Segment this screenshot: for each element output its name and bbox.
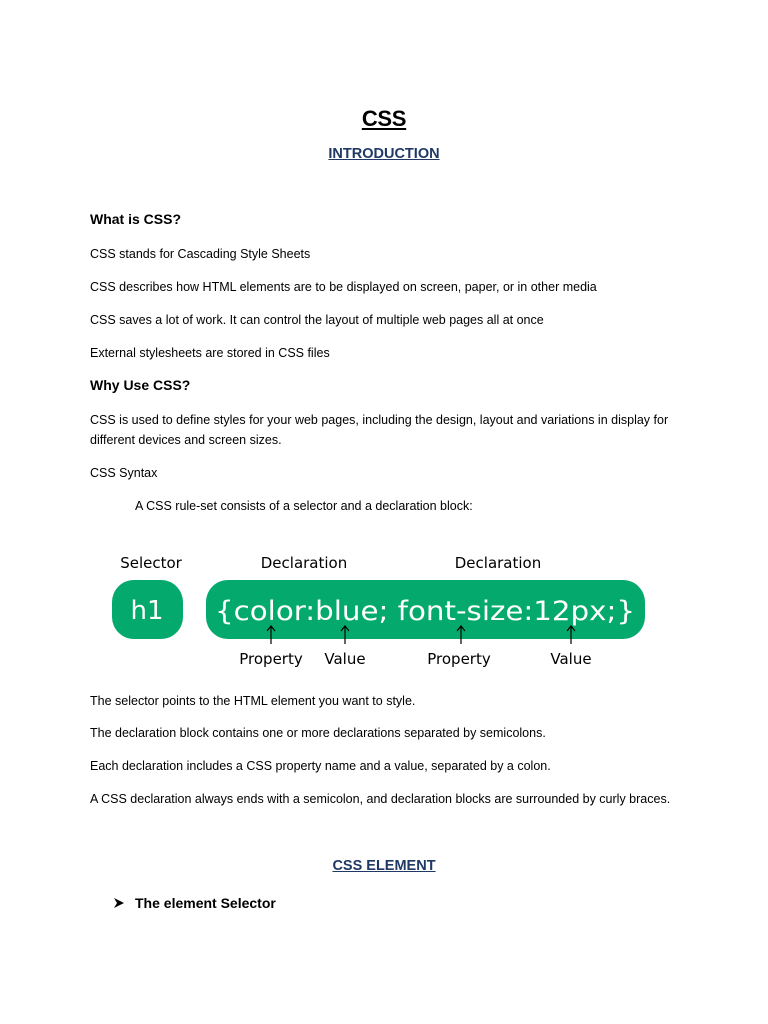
section-title: CSS ELEMENT <box>332 858 436 874</box>
what-paragraph: CSS stands for Cascading Style Sheets <box>90 247 311 261</box>
bullet-text: The element Selector <box>135 895 276 911</box>
what-paragraph: CSS saves a lot of work. It can control the layout of multiple web pages all at once <box>90 313 544 327</box>
declaration-label: Declaration <box>260 554 348 572</box>
explain-paragraph: Each declaration includes a CSS property name and a value, separated by a colon. <box>90 759 551 773</box>
declaration-label: Declaration <box>454 554 542 572</box>
css-syntax-diagram <box>0 540 768 680</box>
value-label: Value <box>324 650 366 668</box>
what-heading: What is CSS? <box>90 211 182 227</box>
selector-label: Selector <box>120 554 182 572</box>
declaration-text: {color:blue; font-size:12px;} <box>215 596 635 627</box>
explain-paragraph: A CSS declaration always ends with a semicolon, and declaration blocks are surrounded by curly braces. <box>90 792 671 806</box>
value-label: Value <box>550 650 592 668</box>
why-heading: Why Use CSS? <box>90 377 191 393</box>
syntax-label: CSS Syntax <box>90 466 158 480</box>
what-paragraph: External stylesheets are stored in CSS files <box>90 346 330 360</box>
property-label: Property <box>427 650 491 668</box>
what-paragraph: CSS describes how HTML elements are to be displayed on screen, paper, or in other media <box>90 280 597 294</box>
explain-paragraph: The selector points to the HTML element you want to style. <box>90 694 416 708</box>
property-label: Property <box>239 650 303 668</box>
arrowhead-bullet-icon <box>113 895 135 911</box>
page-subtitle: INTRODUCTION <box>328 146 440 162</box>
why-paragraph: CSS is used to define styles for your web pages, including the design, layout and variations in display for different devices and screen sizes. <box>90 413 669 447</box>
selector-text: h1 <box>130 596 164 626</box>
syntax-intro: A CSS rule-set consists of a selector and a declaration block: <box>135 499 473 513</box>
page-title: CSS <box>361 106 407 131</box>
explain-paragraph: The declaration block contains one or more declarations separated by semicolons. <box>90 726 546 740</box>
bullet-item <box>113 895 276 911</box>
